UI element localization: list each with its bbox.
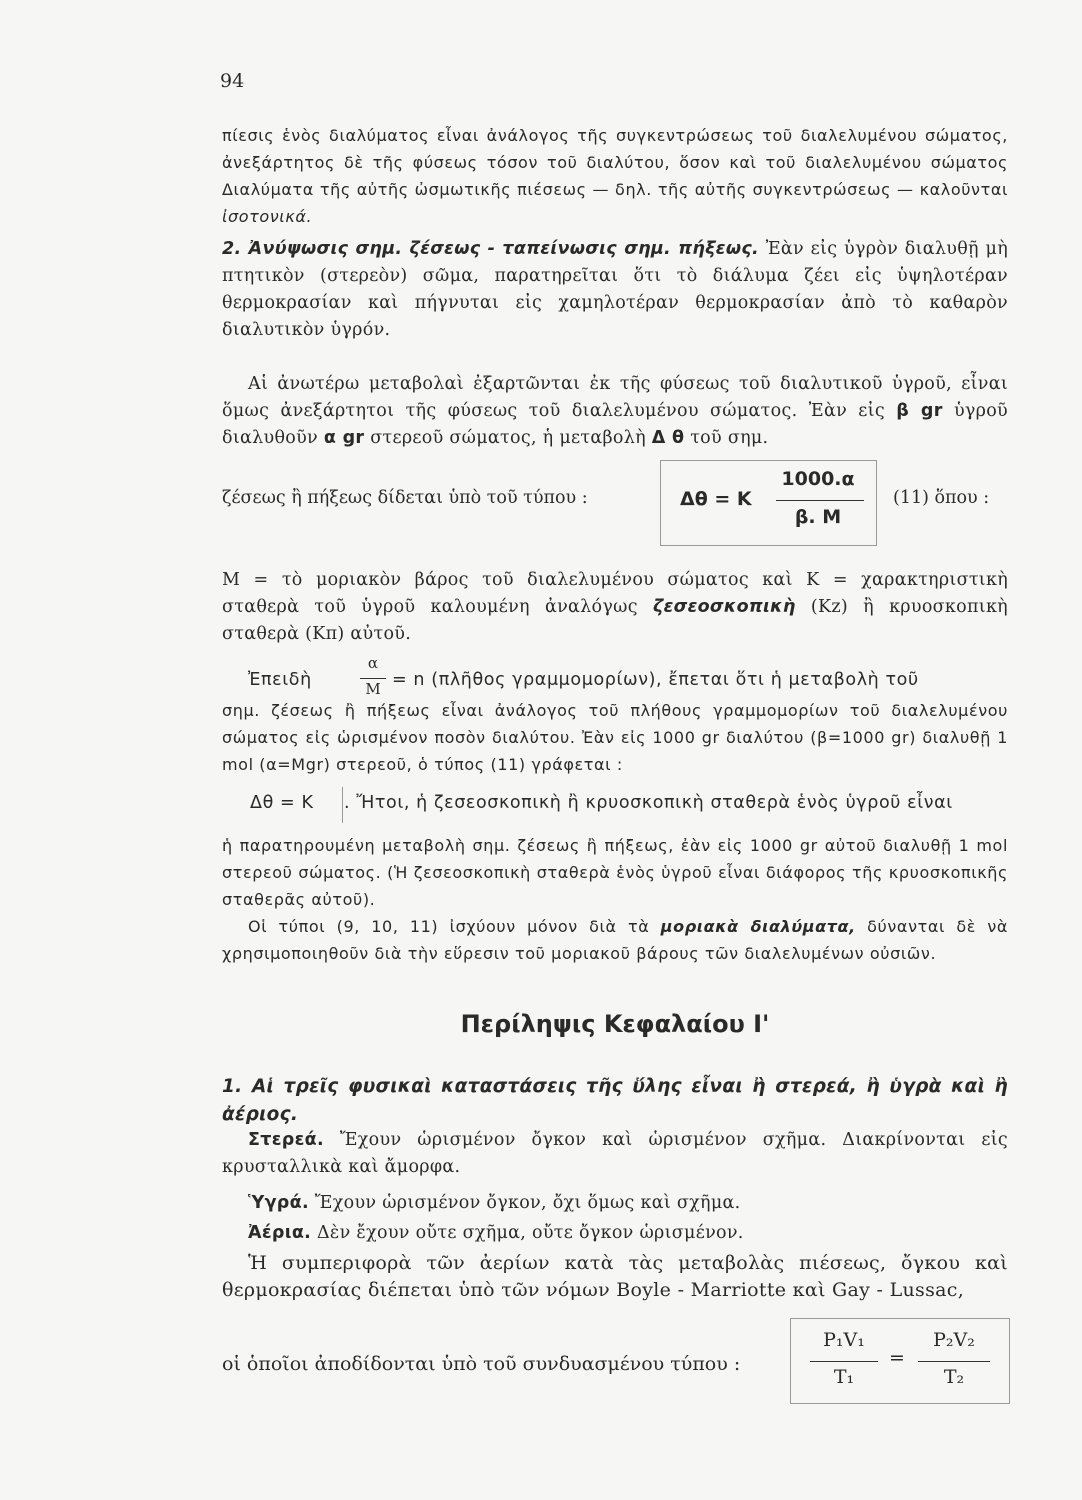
paragraph-dependence: Αἱ ἀνωτέρω μεταβολαὶ ἐξαρτῶνται ἐκ τῆς φύσεως τοῦ διαλυτικοῦ ὑγροῦ, εἶναι ὅμως ἀνεξάρτητοι τῆς φύσεως τοῦ διαλελυμένου σώματος. Ἐὰν εἰς β gr ὑγροῦ διαλυθοῦν α gr στερεοῦ σώματος, ἡ μεταβολὴ Δ θ τοῦ σημ. (222, 374, 1008, 448)
fraction-bar (360, 678, 386, 679)
fraction-bar (918, 1361, 990, 1362)
alpha-gr: α gr (323, 428, 365, 448)
delta-theta: Δ θ (651, 428, 685, 448)
fraction-bar (776, 500, 864, 501)
formula-11-tail: (11) ὅπου : (893, 488, 990, 508)
fraction-bar (810, 1361, 878, 1362)
formula-n-denominator: Μ (365, 680, 381, 698)
summary-gas: Ἀέρια. Δὲν ἔχουν οὔτε σχῆμα, οὔτε ὄγκον ὡρισμένον. (248, 1223, 744, 1243)
formula-gas-equals: = (889, 1347, 905, 1369)
summary-title: Περίληψις Κεφαλαίου Ι' (460, 1010, 770, 1038)
formula-gas-n2: P₂V₂ (933, 1329, 975, 1351)
summary-solid: Στερεά. Ἔχουν ὡρισμένον ὄγκον καὶ ὡρισμένον σχῆμα. Διακρίνονται εἰς κρυσταλλικὰ καὶ ἄμορφα. (222, 1130, 1008, 1177)
formula-gas-lead: οἱ ὁποῖοι ἀποδίδονται ὑπὸ τοῦ συνδυασμένου τύπου : (222, 1353, 741, 1375)
formula-11-denominator: β. Μ (794, 506, 842, 528)
formula-gas-n1: P₁V₁ (823, 1329, 865, 1351)
paragraph-molar-mass: Μ = τὸ μοριακὸν βάρος τοῦ διαλελυμένου σώματος καὶ Κ = χαρακτηριστικὴ σταθερὰ τοῦ ὑγροῦ καλουμένη ἀναλόγως ζεσεοσκοπικὴ (Κz) ἢ κρυοσκοπικὴ σταθερὰ (Κπ) αὐτοῦ. (222, 570, 1008, 644)
term-ebullioscopic: ζεσεοσκοπικὴ (652, 597, 796, 617)
beta-gr: β gr (896, 401, 943, 421)
solid-label: Στερεά. (248, 1130, 324, 1150)
liquid-label: Ὑγρά. (248, 1193, 309, 1213)
formula-11-numerator: 1000.α (781, 468, 855, 490)
gas-label: Ἀέρια. (248, 1223, 312, 1243)
section-heading: 2. Ἀνύψωσις σημ. ζέσεως - ταπείνωσις σημ. πήξεως. (222, 239, 759, 259)
formula-n-numerator: α (367, 654, 379, 672)
summary-heading: 1. Αἱ τρεῖς φυσικαὶ καταστάσεις τῆς ὕλης εἶναι ἢ στερεά, ἢ ὑγρὰ καὶ ἢ ἀέριος. (222, 1076, 1008, 1125)
formula-boxed-tail: . Ἤτοι, ἡ ζεσεοσκοπικὴ ἢ κρυοσκοπικὴ σταθερὰ ἑνὸς ὑγροῦ εἶναι (344, 793, 953, 813)
summary-liquid: Ὑγρά. Ἔχουν ὡρισμένον ὄγκον, ὄχι ὅμως καὶ σχῆμα. (248, 1193, 741, 1213)
formula-boxed: Δθ = Κ (250, 793, 314, 813)
formula-gas-d1: T₁ (833, 1366, 855, 1388)
formula-lead: ζέσεως ἢ πήξεως δίδεται ὑπὸ τοῦ τύπου : (222, 488, 588, 508)
term-isotonic: ἰσοτονικά. (222, 207, 313, 226)
paragraph-constant: ἡ παρατηρουμένη μεταβολὴ σημ. ζέσεως ἢ πήξεως, ἐὰν εἰς 1000 gr αὐτοῦ διαλυθῇ 1 mol στερεοῦ σώματος. (Ἡ ζεσεοσκοπικὴ σταθερὰ ἑνὸς ὑγροῦ εἶναι διάφορος τῆς κρυοσκοπικῆς σταθερᾶς αὐτοῦ). (222, 836, 1008, 909)
paragraph-isotonic: πίεσις ἑνὸς διαλύματος εἶναι ἀνάλογος τῆς συγκεντρώσεως τοῦ διαλελυμένου σώματος, ἀνεξάρτητος δὲ τῆς φύσεως τόσον τοῦ διαλύτου, ὅσον καὶ τοῦ διαλελυμένου σώματος Διαλύματα τῆς αὐτῆς ὠσμωτικῆς πιέσεως — δηλ. τῆς αὐτῆς συγκεντρώσεως — καλοῦνται ἰσοτονικά. (222, 126, 1008, 226)
formula-n-tail: = n (πλῆθος γραμμομορίων), ἔπεται ὅτι ἡ μεταβολὴ τοῦ (392, 670, 919, 690)
paragraph-proportional: σημ. ζέσεως ἢ πήξεως εἶναι ἀνάλογος τοῦ πλήθους γραμμομορίων τοῦ διαλελυμένου σώματος εἰς ὡρισμένον ποσὸν διαλύτου. Ἐὰν εἰς 1000 gr διαλύτου (β=1000 gr) διαλυθῇ 1 mol (α=Mgr) στερεοῦ, ὁ τύπος (11) γράφεται : (222, 701, 1008, 774)
paragraph-gas-laws: Ἡ συμπεριφορὰ τῶν ἀερίων κατὰ τὰς μεταβολὰς πιέσεως, ὄγκου καὶ θερμοκρασίας διέπεται ὑπὸ τῶν νόμων Boyle - Marriotte καὶ Gay - Lussac, (222, 1252, 1008, 1301)
formula-n-lead: Ἐπειδὴ (248, 670, 312, 690)
page-number: 94 (220, 70, 245, 92)
summary-point-1 (222, 1073, 1008, 1129)
formula-11-lhs: Δθ = Κ (680, 488, 752, 510)
formula-gas-d2: T₂ (943, 1366, 965, 1388)
term-molar-solutions: μοριακὰ διαλύματα, (660, 917, 856, 936)
paragraph-molar-solutions: Οἱ τύποι (9, 10, 11) ἰσχύουν μόνον διὰ τὰ μοριακὰ διαλύματα, δύνανται δὲ νὰ χρησιμοποιηθοῦν διὰ τὴν εὕρεσιν τοῦ μοριακοῦ βάρους τῶν διαλελυμένων οὐσιῶν. (222, 917, 1009, 963)
paragraph-boiling-freezing: 2. Ἀνύψωσις σημ. ζέσεως - ταπείνωσις σημ. πήξεως. Ἐὰν εἰς ὑγρὸν διαλυθῇ μὴ πτητικὸν (στερεὸν) σῶμα, παρατηρεῖται ὅτι τὸ διάλυμα ζέει εἰς ὑψηλοτέραν θερμοκρασίαν καὶ πήγνυται εἰς χαμηλοτέραν θερμοκρασίαν ἀπὸ τὸ καθαρὸν διαλυτικὸν ὑγρόν. (222, 239, 1009, 340)
